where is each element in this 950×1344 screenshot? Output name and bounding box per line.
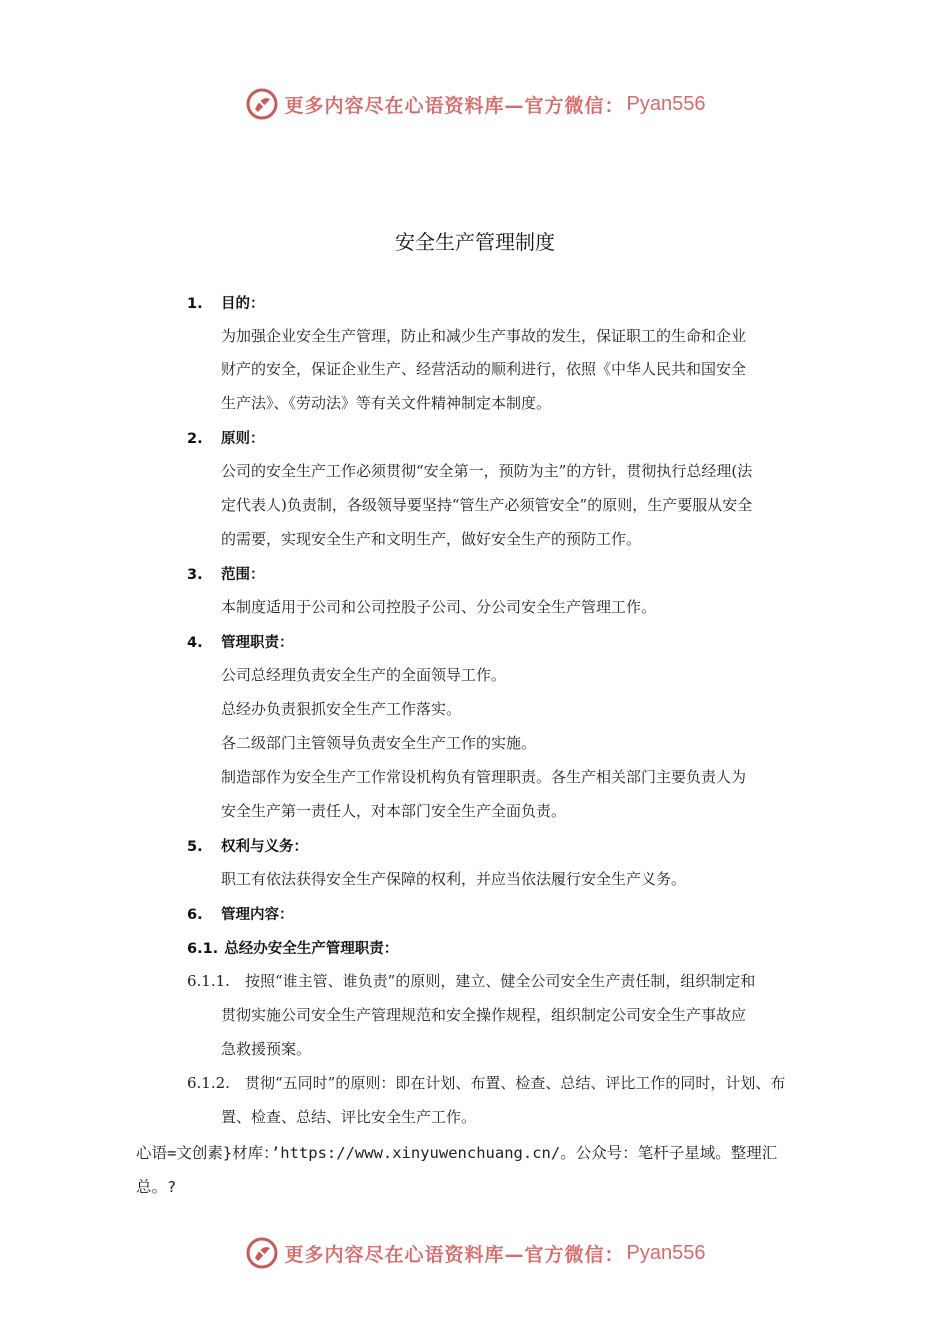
section-1-line: 财产的安全，保证企业生产、经营活动的顺利进行，依照《中华人民共和国安全 [221, 360, 747, 378]
section-2-line: 的需要，实现安全生产和文明生产，做好安全生产的预防工作。 [221, 530, 642, 548]
section-4-line: 制造部作为安全生产工作常设机构负有管理职责。各生产相关部门主要负责人为 [221, 768, 747, 786]
section-6-1-1-line: 急救援预案。 [221, 1040, 312, 1058]
banner-text: 更多内容尽在心语资料库—官方微信： [284, 94, 625, 117]
section-6-1-2-number: 6.1.2. [187, 1074, 230, 1092]
section-6-1-1-line: 贯彻实施公司安全生产管理规范和安全操作规程，组织制定公司安全生产事故应 [221, 1006, 747, 1024]
section-4-line: 各二级部门主管领导负责安全生产工作的实施。 [221, 734, 537, 752]
section-1-heading: 1. 目的： [187, 296, 265, 312]
section-5-heading: 5. 权利与义务： [187, 839, 308, 855]
page-title: 安全生产管理制度 [395, 230, 555, 254]
section-6-1-heading: 6.1. 总经办安全生产管理职责： [187, 941, 399, 957]
section-4-line: 公司总经理负责安全生产的全面领导工作。 [221, 666, 507, 684]
watermark-banner-top [0, 84, 950, 124]
section-1-line: 为加强企业安全生产管理，防止和减少生产事故的发生，保证职工的生命和企业 [221, 327, 747, 345]
brand-logo-icon [245, 87, 279, 121]
section-5-line: 职工有依法获得安全生产保障的权利，并应当依法履行安全生产义务。 [221, 870, 687, 888]
section-6-1-2-line: 贯彻“五同时”的原则：即在计划、布置、检查、总结、评比工作的同时，计划、布 [245, 1074, 786, 1092]
section-1-line: 生产法》、《劳动法》等有关文件精神制定本制度。 [221, 394, 552, 412]
banner-text: 更多内容尽在心语资料库—官方微信： [284, 1243, 625, 1266]
banner-wechat-id: Pyan556 [626, 92, 706, 115]
section-3-heading: 3. 范围： [187, 567, 265, 583]
watermark-banner-bottom [0, 1233, 950, 1273]
section-2-heading: 2. 原则： [187, 431, 265, 447]
section-2-line: 公司的安全生产工作必须贯彻“安全第一，预防为主”的方针，贯彻执行总经理(法 [221, 462, 753, 480]
section-6-1-2-line: 置、检查、总结、评比安全生产工作。 [221, 1108, 477, 1126]
footer-note-line-2: 总。? [136, 1178, 177, 1196]
section-2-line: 定代表人)负责制，各级领导要坚持“管生产必须管安全”的原则，生产要服从安全 [221, 496, 753, 514]
section-6-1-1-line: 按照“谁主管、谁负责”的原则，建立、健全公司安全生产责任制，组织制定和 [245, 972, 756, 990]
section-3-line: 本制度适用于公司和公司控股子公司、分公司安全生产管理工作。 [221, 598, 657, 616]
brand-logo-icon [245, 1236, 279, 1270]
section-4-line: 安全生产第一责任人，对本部门安全生产全面负责。 [221, 802, 567, 820]
section-4-heading: 4. 管理职责： [187, 635, 294, 651]
section-6-heading: 6. 管理内容： [187, 907, 294, 923]
footer-note-line-1: 心语=文创素}材库：’https://www.xinyuwenchuang.cn/。公众号：笔杆子星域。整理汇 [136, 1144, 778, 1162]
banner-wechat-id: Pyan556 [626, 1241, 706, 1264]
section-6-1-1-number: 6.1.1. [187, 972, 230, 990]
section-4-line: 总经办负责狠抓安全生产工作落实。 [221, 700, 462, 718]
